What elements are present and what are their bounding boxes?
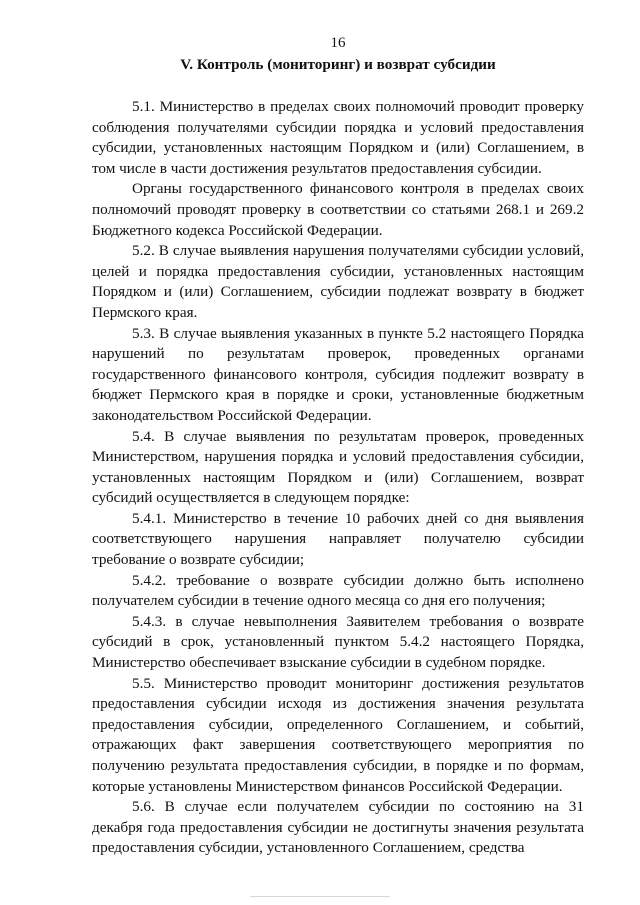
paragraph-5-4-1: 5.4.1. Министерство в течение 10 рабочих дней со дня выявления соответствующего нарушения направляет получателю субсидии требование о возврате субсидии; [92, 509, 584, 569]
paragraph-5-6: 5.6. В случае если получателем субсидии по состоянию на 31 декабря года предоставления субсидии не достигнуты значения результата предоставления субсидии, установленного Соглашением, средства [92, 798, 584, 857]
paragraph-5-1: 5.1. Министерство в пределах своих полномочий проводит проверку соблюдения получателями субсидии порядка и условий предоставления субсидии, установленных настоящим Порядком и (или) Соглашением, в том числе в части достижения результатов предоставления субсидии. [92, 98, 584, 177]
paragraph-5-4: 5.4. В случае выявления по результатам проверок, проведенных Министерством, нарушения порядка и условий предоставления субсидии, установленных настоящим Порядком и (или) Соглашением, возврат субсидий осуществляется в следующем порядке: [92, 427, 584, 507]
paragraph-5-4-2: 5.4.2. требование о возврате субсидии должно быть исполнено получателем субсидии в течение одного месяца со дня его получения; [92, 571, 584, 610]
paragraph-5-5: 5.5. Министерство проводит мониторинг достижения результатов предоставления субсидии исходя из достижения значения результата предоставления субсидии, определенного Соглашением, и событий, отражающих факт завершения соответствующего мероприятия по получению результата предоставления субсидии, в порядке и по формам, которые установлены Министерством финансов Российской Федерации. [92, 674, 584, 795]
page-bottom-edge [250, 896, 390, 897]
paragraph-5-3: 5.3. В случае выявления указанных в пункте 5.2 настоящего Порядка нарушений по результатам проверок, проведенных органами государственного финансового контроля, субсидия подлежит возврату в бюджет Пермского края в порядке и сроки, установленные бюджетным законодательством Российской Федерации. [92, 324, 584, 424]
paragraph-5-4-3: 5.4.3. в случае невыполнения Заявителем требования о возврате субсидий в срок, установленный пунктом 5.4.2 настоящего Порядка, Министерство обеспечивает взыскание субсидии в судебном порядке. [92, 612, 584, 672]
paragraph-control-bodies: Органы государственного финансового контроля в пределах своих полномочий проводят проверку в соответствии со статьями 268.1 и 269.2 Бюджетного кодекса Российской Федерации. [92, 180, 584, 239]
paragraph-5-2: 5.2. В случае выявления нарушения получателями субсидии условий, целей и порядка предоставления субсидии, установленных настоящим Порядком и (или) Соглашением, субсидии подлежат возврату в бюджет Пермского края. [92, 242, 584, 321]
section-title: V. Контроль (мониторинг) и возврат субсидии [180, 56, 496, 73]
document-page [92, 34, 584, 859]
page-number: 16 [330, 35, 346, 51]
